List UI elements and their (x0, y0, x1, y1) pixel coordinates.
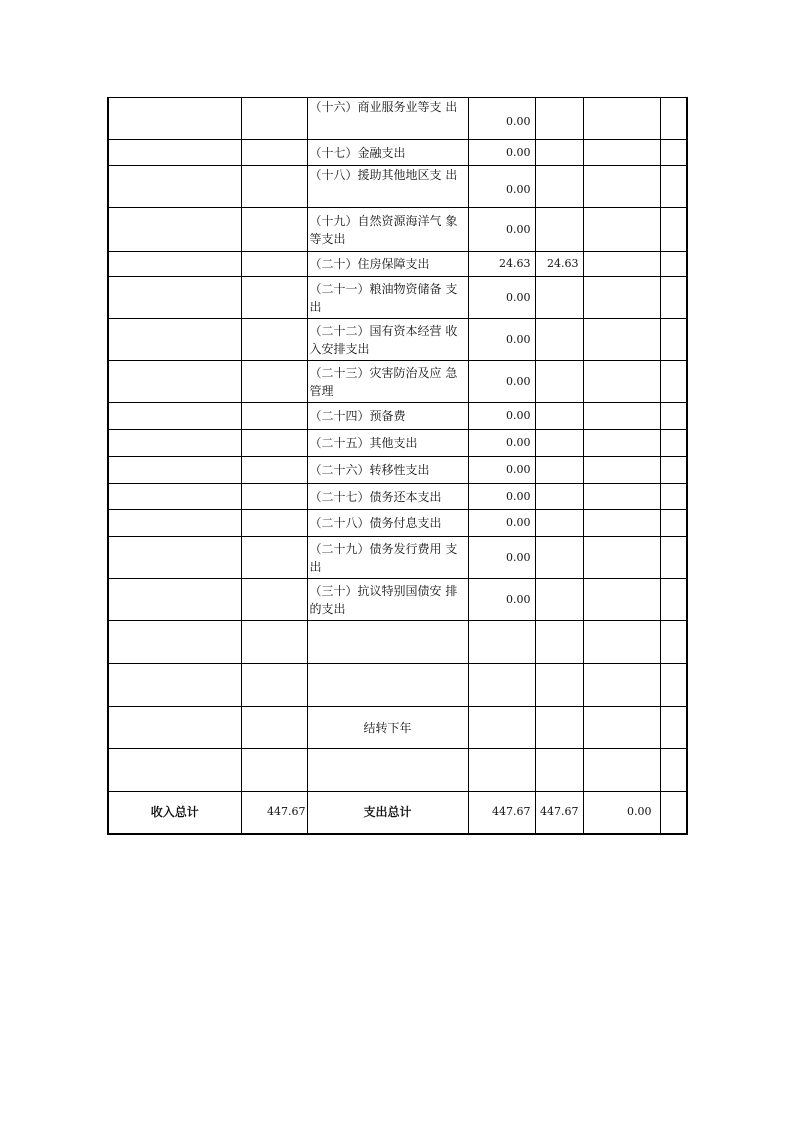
table-row-empty (108, 621, 687, 664)
expense-total-value: 0.00 (468, 484, 535, 510)
carry-forward-label: 结转下年 (307, 707, 468, 749)
expense-item-label: （二十七）债务还本支出 (307, 484, 468, 510)
expense-total-value: 0.00 (468, 537, 535, 579)
expense-item-label: （二十五）其他支出 (307, 430, 468, 457)
expense-total-value: 24.63 (468, 252, 535, 277)
table-row (108, 252, 687, 277)
expense-gov-total: 0.00 (583, 792, 660, 834)
expense-item-label: （二十）住房保障支出 (307, 252, 468, 277)
table-row (108, 319, 687, 361)
expense-total-value: 0.00 (468, 208, 535, 252)
table-row (108, 208, 687, 252)
expense-item-label: （二十四）预备费 (307, 403, 468, 430)
expense-item-label: （二十二）国有资本经营 收入安排支出 (307, 319, 468, 361)
expense-total-value: 0.00 (468, 457, 535, 484)
table-row (108, 403, 687, 430)
expense-total-value: 0.00 (468, 403, 535, 430)
expense-total-value: 0.00 (468, 166, 535, 208)
expense-total-value: 0.00 (468, 140, 535, 166)
expense-item-label: （十九）自然资源海洋气 象等支出 (307, 208, 468, 252)
table-row (108, 510, 687, 537)
expense-total-value: 0.00 (468, 361, 535, 403)
table-row (108, 430, 687, 457)
expense-item-label: （二十一）粮油物资储备 支出 (307, 277, 468, 319)
expense-item-label: （十八）援助其他地区支 出 (307, 166, 468, 208)
expense-total-value: 0.00 (468, 277, 535, 319)
expense-total-value: 0.00 (468, 98, 535, 140)
expense-item-label: （三十）抗议特别国债安 排的支出 (307, 579, 468, 621)
expense-item-label: （二十三）灾害防治及应 急管理 (307, 361, 468, 403)
expense-item-label: （二十六）转移性支出 (307, 457, 468, 484)
expense-grand-total: 447.67 (468, 792, 535, 834)
expense-general-value: 24.63 (535, 252, 583, 277)
totals-row (108, 792, 687, 834)
expense-item-label: （十六）商业服务业等支 出 (307, 98, 468, 140)
income-total-value: 447.67 (241, 792, 307, 834)
table-row (108, 457, 687, 484)
table-row-empty (108, 749, 687, 792)
expense-total-value: 0.00 (468, 579, 535, 621)
expense-total-value: 0.00 (468, 430, 535, 457)
table-row (108, 579, 687, 621)
budget-table (107, 97, 688, 835)
expense-total-value: 0.00 (468, 510, 535, 537)
table-row (108, 98, 687, 140)
expense-item-label: （十七）金融支出 (307, 140, 468, 166)
table-row-empty (108, 664, 687, 707)
table-row (108, 361, 687, 403)
expense-item-label: （二十九）债务发行费用 支出 (307, 537, 468, 579)
table-row (108, 537, 687, 579)
expense-total-label: 支出总计 (307, 792, 468, 834)
table-row (108, 707, 687, 749)
table-row (108, 166, 687, 208)
expense-item-label: （二十八）债务付息支出 (307, 510, 468, 537)
expense-total-value: 0.00 (468, 319, 535, 361)
expense-general-total: 447.67 (535, 792, 583, 834)
table-row (108, 484, 687, 510)
table-row (108, 140, 687, 166)
table-row (108, 277, 687, 319)
income-total-label: 收入总计 (108, 792, 241, 834)
